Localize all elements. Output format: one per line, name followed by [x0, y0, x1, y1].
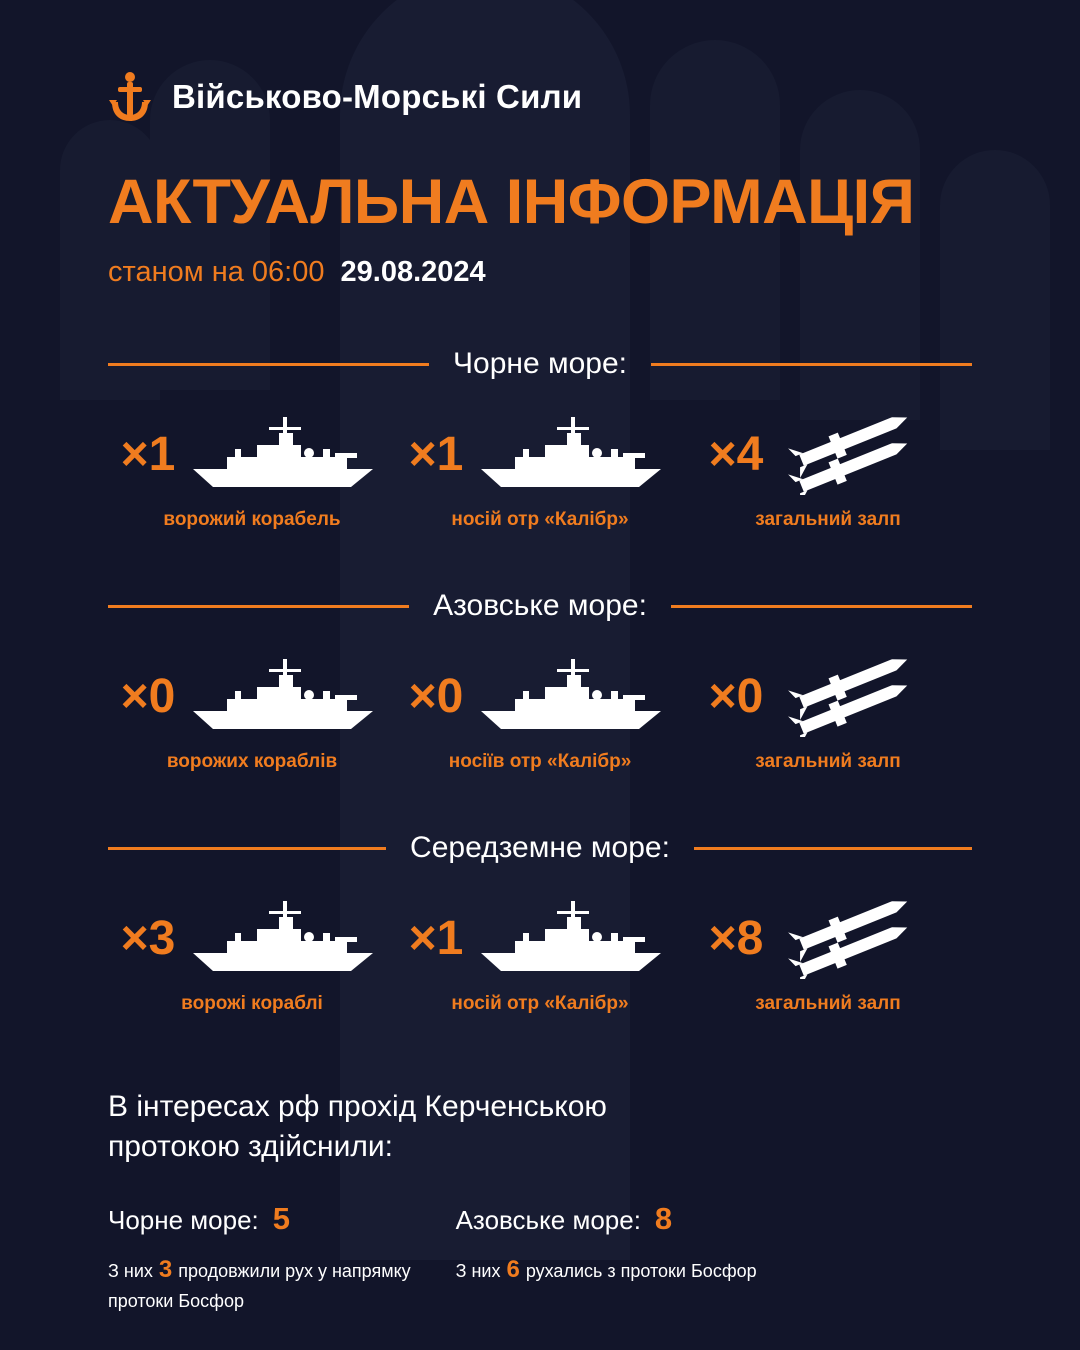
section-title: Чорне море:: [453, 347, 627, 380]
section-header: [0, 347, 1080, 381]
section-azov-sea: [0, 589, 1080, 773]
stat-count: ×1: [120, 428, 176, 481]
rule-right: [651, 363, 972, 366]
kerch-sea-label: Азовське море:: [455, 1204, 641, 1235]
stat-count: ×1: [408, 428, 464, 481]
stat-card: [684, 649, 972, 773]
kerch-note-value: 6: [506, 1255, 520, 1283]
kerch-note-prefix: З них: [455, 1260, 501, 1281]
timestamp-row: [108, 256, 1080, 289]
rule-left: [108, 363, 429, 366]
stat-card: [396, 649, 684, 773]
section-mediterranean-sea: [0, 831, 1080, 1015]
section-title: Середземне море:: [410, 831, 670, 864]
stat-count: ×4: [708, 428, 764, 481]
kerch-note-suffix: рухались з протоки Босфор: [525, 1260, 757, 1281]
section-cards: [0, 623, 1080, 773]
warship-icon: [471, 895, 671, 984]
kerch-note: [108, 1251, 456, 1316]
missiles-icon: [771, 653, 947, 742]
stat-label: ворожих кораблів: [166, 751, 338, 772]
kerch-note-prefix: З них: [108, 1260, 153, 1281]
rule-left: [108, 847, 386, 850]
stat-count: ×1: [408, 912, 464, 965]
section-black-sea: [0, 347, 1080, 531]
stat-count: ×3: [120, 912, 176, 965]
kerch-note-suffix: продовжили рух у напрямку протоки Босфор: [108, 1260, 411, 1311]
stat-count: ×0: [408, 670, 464, 723]
kerch-strait-block: [0, 1087, 1080, 1316]
stat-card: [684, 891, 972, 1015]
stat-label: ворожі кораблі: [181, 993, 323, 1014]
stat-label: загальний залп: [755, 509, 901, 530]
rule-left: [108, 605, 409, 608]
as-of-label: станом на 06:00: [108, 256, 325, 288]
warship-icon: [183, 653, 383, 742]
kerch-sea-value: 8: [654, 1200, 673, 1236]
section-title: Азовське море:: [433, 589, 647, 622]
rule-right: [671, 605, 972, 608]
kerch-note: [456, 1251, 972, 1288]
kerch-sea-value: 5: [272, 1200, 291, 1236]
kerch-column-black-sea: [108, 1201, 456, 1316]
stat-label: загальний залп: [755, 751, 901, 772]
stat-label: носіїв отр «Калібр»: [448, 751, 632, 772]
stat-label: ворожий корабель: [163, 509, 341, 530]
kerch-strait-title: В інтересах рф прохід Керченською протокою здійснили:: [108, 1090, 607, 1163]
warship-icon: [471, 411, 671, 500]
stat-count: ×0: [708, 670, 764, 723]
section-header: [0, 589, 1080, 623]
stat-label: носій отр «Калібр»: [451, 509, 629, 530]
kerch-sea-label: Чорне море:: [108, 1204, 259, 1235]
section-header: [0, 831, 1080, 865]
stat-card: [684, 407, 972, 531]
stat-card: [108, 407, 396, 531]
kerch-column-azov-sea: [456, 1201, 972, 1316]
missiles-icon: [771, 895, 947, 984]
stat-count: ×8: [708, 912, 764, 965]
header: [0, 0, 1080, 124]
kerch-note-value: 3: [158, 1255, 173, 1283]
brand-title: Військово-Морські Сили: [172, 78, 583, 115]
rule-right: [694, 847, 972, 850]
warship-icon: [471, 653, 671, 742]
stat-card: [396, 407, 684, 531]
stat-card: [396, 891, 684, 1015]
page-title: АКТУАЛЬНА ІНФОРМАЦІЯ: [108, 167, 915, 237]
stat-label: загальний залп: [755, 993, 901, 1014]
section-cards: [0, 381, 1080, 531]
stat-label: носій отр «Калібр»: [451, 993, 629, 1014]
missiles-icon: [771, 411, 947, 500]
anchor-icon: [108, 70, 152, 124]
warship-icon: [183, 411, 383, 500]
section-cards: [0, 865, 1080, 1015]
stat-card: [108, 649, 396, 773]
stat-card: [108, 891, 396, 1015]
warship-icon: [183, 895, 383, 984]
stat-count: ×0: [120, 670, 176, 723]
report-date: 29.08.2024: [340, 256, 486, 288]
